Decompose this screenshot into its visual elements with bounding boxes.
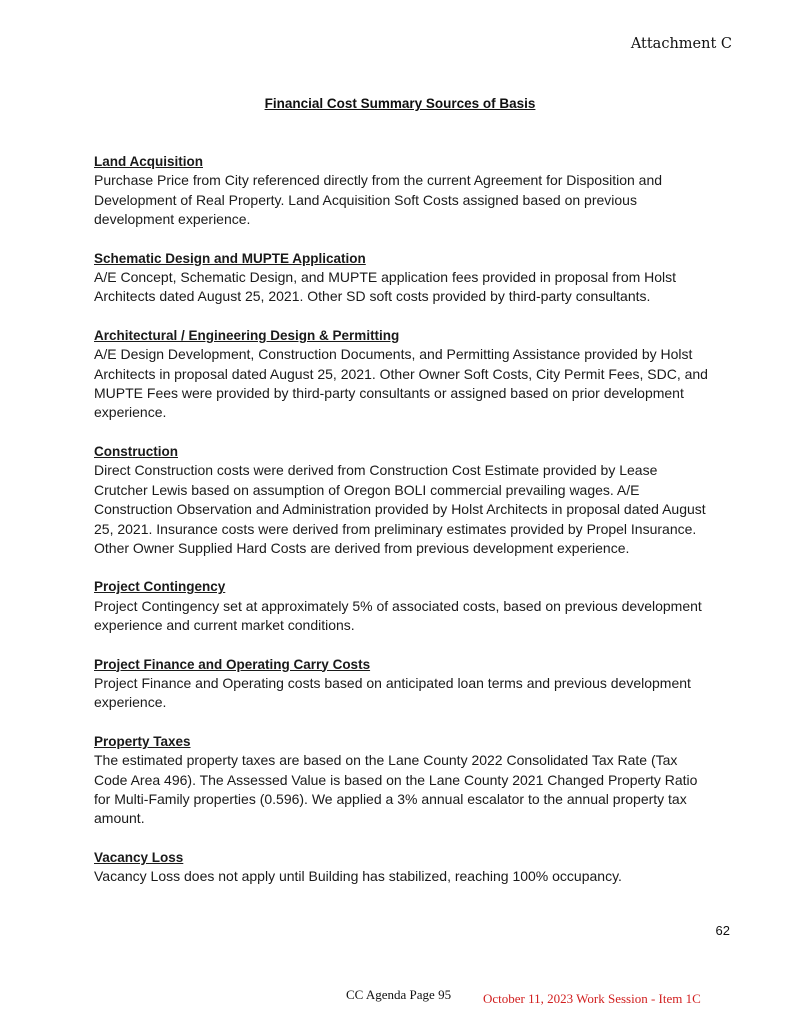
section-ae-design-permitting <box>94 326 714 423</box>
section-heading: Property Taxes <box>94 733 191 749</box>
section-schematic-design <box>94 249 714 307</box>
section-project-contingency <box>94 577 714 635</box>
sections-container <box>94 152 714 906</box>
section-land-acquisition <box>94 152 714 230</box>
section-construction <box>94 442 714 558</box>
section-heading: Project Contingency <box>94 579 226 595</box>
section-finance-carry-costs <box>94 655 714 713</box>
section-body: Project Finance and Operating costs based on anticipated loan terms and previous development experience. <box>94 674 691 711</box>
attachment-label: Attachment C <box>630 36 732 52</box>
section-body: The estimated property taxes are based on the Lane County 2022 Consolidated Tax Rate (Tax Code Area 496). The Assessed Value is based on the Lane County 2021 Changed Property Ratio for Multi-Family properties (0.596). We applied a 3% annual escalator to the annual property tax amount. <box>94 752 698 827</box>
section-body: Purchase Price from City referenced directly from the current Agreement for Disposition and Development of Real Property. Land Acquisition Soft Costs assigned based on previous development experience. <box>94 172 663 228</box>
section-property-taxes <box>94 732 714 829</box>
section-body: Vacancy Loss does not apply until Building has stabilized, reaching 100% occupancy. <box>94 868 622 885</box>
section-heading: Land Acquisition <box>94 154 203 169</box>
section-body: Project Contingency set at approximately 5% of associated costs, based on previous development experience and current market conditions. <box>94 597 702 634</box>
section-heading: Architectural / Engineering Design & Permitting <box>94 327 400 343</box>
section-heading: Construction <box>94 443 178 459</box>
section-body: A/E Design Development, Construction Documents, and Permitting Assistance provided by Holst Architects in proposal dated August 25, 2021. Other Owner Soft Costs, City Permit Fees, SDC, and MUPTE Fees were provided by third-party consultants or assigned based on prior development experience. <box>94 346 708 421</box>
document-title: Financial Cost Summary Sources of Basis <box>264 96 536 111</box>
section-body: A/E Concept, Schematic Design, and MUPTE application fees provided in proposal from Holst Architects dated August 25, 2021. Other SD soft costs provided by third-party consultants. <box>94 269 677 305</box>
section-heading: Schematic Design and MUPTE Application <box>94 250 366 266</box>
agenda-page-label: CC Agenda Page 95 <box>346 987 452 1002</box>
section-heading: Vacancy Loss <box>94 849 184 865</box>
section-vacancy-loss <box>94 848 714 887</box>
work-session-label: October 11, 2023 Work Session - Item 1C <box>483 991 701 1006</box>
page-number: 62 <box>715 923 730 938</box>
section-heading: Project Finance and Operating Carry Costs <box>94 656 371 672</box>
section-body: Direct Construction costs were derived from Construction Cost Estimate provided by Lease Crutcher Lewis based on assumption of Oregon BOLI commercial prevailing wages. A/E Construction Observation and Administration provided by Holst Architects in proposal dated August 25, 2021. Insurance costs were derived from preliminary estimates provided by Propel Insurance. Other Owner Supplied Hard Costs are derived from previous development experience. <box>94 462 706 556</box>
